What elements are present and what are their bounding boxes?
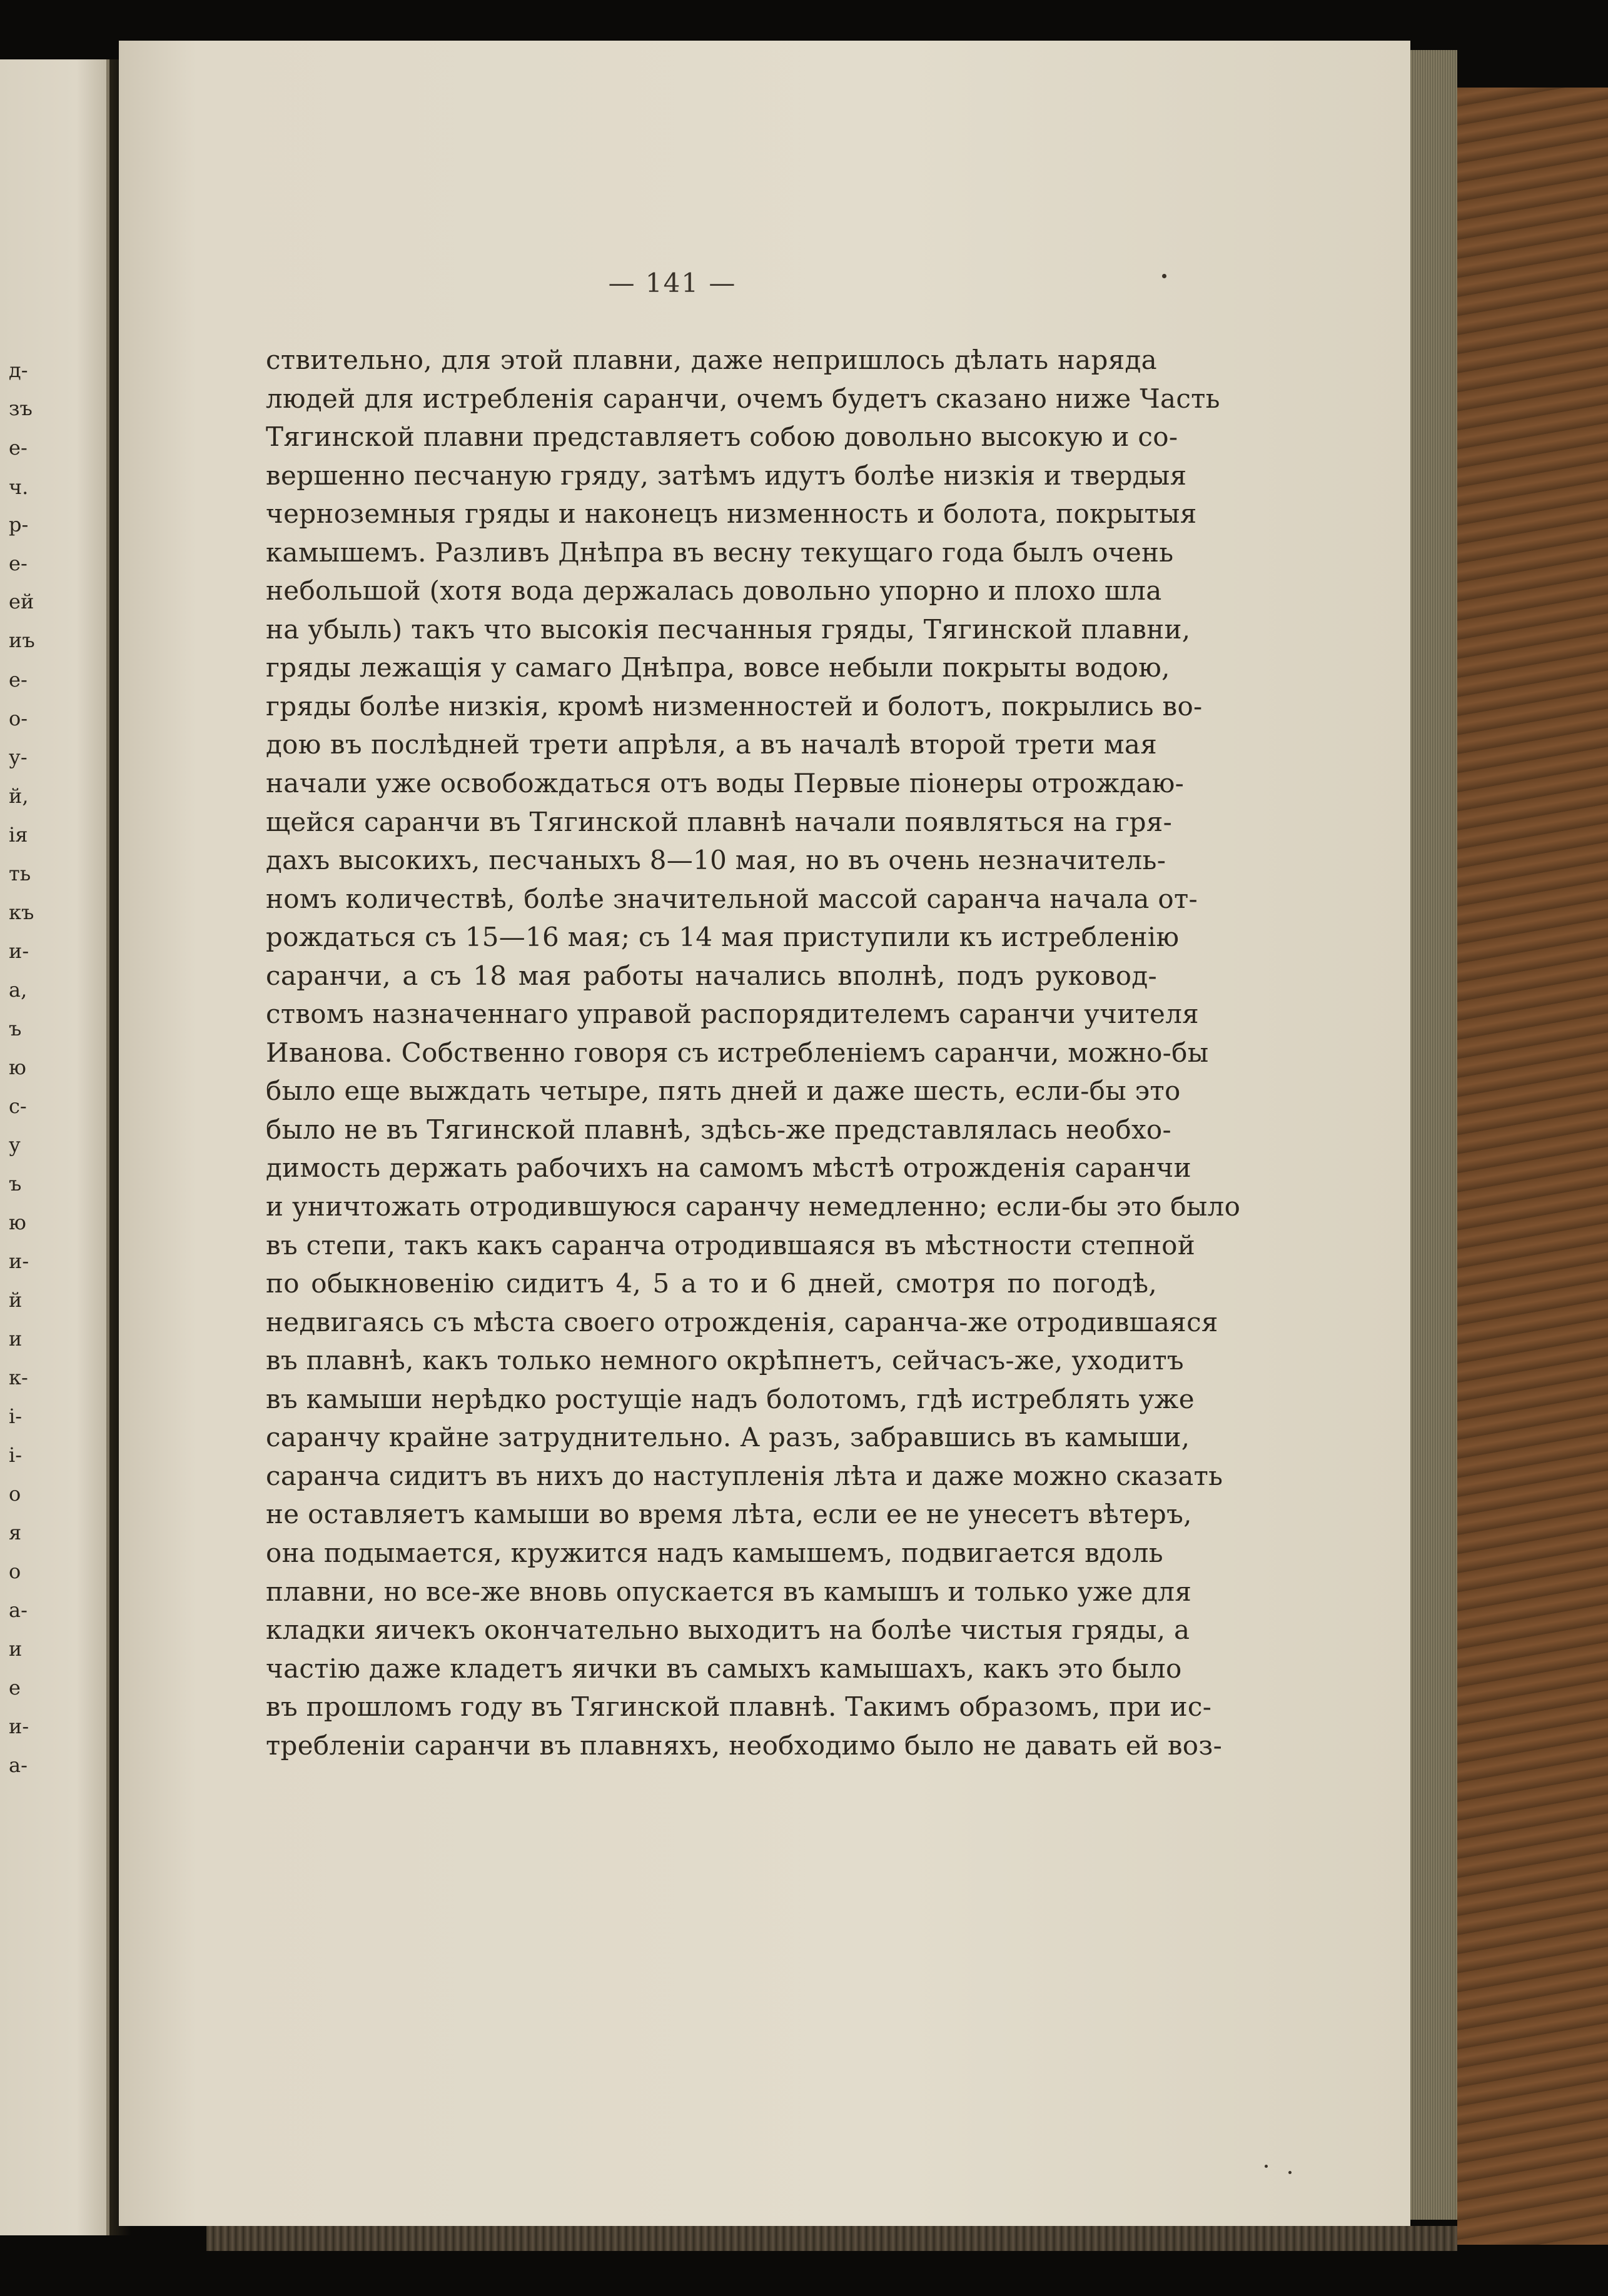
ink-speck [1265, 2165, 1268, 2168]
left-page-line-fragment: о [9, 1559, 21, 1583]
book-cover-edge [1457, 88, 1608, 2245]
left-page-line-fragment: і- [9, 1404, 23, 1428]
left-page-line-fragment: у- [9, 745, 28, 769]
left-page-line-fragment: ю [9, 1055, 26, 1079]
text-line: и уничтожать отродившуюся саранчу немедленно; если-бы это было [266, 1191, 1241, 1222]
left-page-line-fragment: а, [9, 978, 28, 1002]
left-page-line-fragment: у [9, 1133, 21, 1157]
text-line: вершенно песчаную гряду, затѣмъ идутъ болѣе низкія и твердыя [266, 460, 1187, 491]
text-line: не оставляетъ камыши во время лѣта, если ее не унесетъ вѣтеръ, [266, 1499, 1192, 1530]
left-page-line-fragment: о- [9, 707, 28, 730]
text-line: было не въ Тягинской плавнѣ, здѣсь-же представлялась необхо- [266, 1114, 1172, 1145]
text-line: въ камыши нерѣдко ростущіе надъ болотомъ, гдѣ истреблять уже [266, 1383, 1195, 1414]
ink-speck [1288, 2171, 1292, 2174]
text-line: щейся саранчи въ Тягинской плавнѣ начали появляться на гря- [266, 806, 1173, 837]
left-page-line-fragment: я [9, 1521, 22, 1544]
left-page-line-fragment: и [9, 1637, 23, 1661]
left-page-line-fragment: с- [9, 1094, 27, 1118]
left-page-line-fragment: о [9, 1482, 21, 1506]
left-page-line-fragment: къ [9, 900, 34, 924]
left-page-line-fragment: а- [9, 1598, 28, 1622]
text-line: въ плавнѣ, какъ только немного окрѣпнетъ, сейчасъ-же, уходитъ [266, 1345, 1184, 1376]
left-page-line-fragment: ія [9, 823, 28, 847]
text-line: дою въ послѣдней трети апрѣля, а въ началѣ второй трети мая [266, 729, 1157, 760]
ink-speck [1162, 274, 1166, 278]
text-line: саранча сидитъ въ нихъ до наступленія лѣта и даже можно сказать [266, 1460, 1223, 1491]
text-line: было еще выждать четыре, пять дней и даже шесть, если-бы это [266, 1075, 1181, 1107]
text-line: камышемъ. Разливъ Днѣпра въ весну текущаго года былъ очень [266, 536, 1174, 568]
text-line: ствомъ назначеннаго управой распорядителемъ саранчи учителя [266, 999, 1199, 1030]
left-page-line-fragment: ть [9, 862, 31, 885]
left-page [0, 59, 109, 2235]
page-block-edge [1410, 50, 1457, 2220]
text-line: номъ количествѣ, болѣе значительной массой саранча начала от- [266, 883, 1198, 914]
left-page-line-fragment: е- [9, 551, 28, 575]
left-page-line-fragment: зъ [9, 396, 33, 420]
text-line: димость держать рабочихъ на самомъ мѣстѣ отрожденія саранчи [266, 1152, 1191, 1184]
left-page-line-fragment: д- [9, 358, 28, 382]
left-page-line-fragment: к- [9, 1366, 28, 1389]
text-line: кладки яичекъ окончательно выходитъ на болѣе чистыя гряды, а [266, 1614, 1190, 1646]
text-line: людей для истребленія саранчи, очемъ будетъ сказано ниже Часть [266, 383, 1220, 414]
left-page-line-fragment: р- [9, 513, 29, 536]
text-line: саранчу крайне затруднительно. А разъ, забравшись въ камыши, [266, 1422, 1190, 1453]
text-line: по обыкновенію сидитъ 4, 5 а то и 6 дней, смотря по погодѣ, [266, 1268, 1157, 1299]
text-line: дахъ высокихъ, песчаныхъ 8—10 мая, но въ очень незначитель- [266, 845, 1166, 876]
left-page-line-fragment: иъ [9, 628, 35, 652]
text-line: рождаться съ 15—16 мая; съ 14 мая приступили къ истребленію [266, 922, 1180, 953]
text-line: частію даже кладетъ яички въ самыхъ камышахъ, какъ это было [266, 1653, 1182, 1684]
text-line: недвигаясь съ мѣста своего отрожденія, саранча-же отродившаяся [266, 1306, 1218, 1337]
left-page-line-fragment: е- [9, 436, 28, 460]
text-line: она подымается, кружится надъ камышемъ, подвигается вдоль [266, 1537, 1163, 1568]
left-page-line-fragment: і- [9, 1443, 23, 1467]
left-page-line-fragment: ей [9, 590, 34, 613]
left-page-line-fragment: ю [9, 1211, 26, 1234]
left-page-line-fragment: а- [9, 1753, 28, 1777]
left-page-line-fragment: и [9, 1327, 23, 1351]
left-page-line-fragment: й [9, 1288, 23, 1312]
text-line: саранчи, а съ 18 мая работы начались вполнѣ, подъ руковод- [266, 960, 1157, 991]
text-line: гряды лежащія у самаго Днѣпра, вовсе небыли покрыты водою, [266, 652, 1170, 683]
left-page-line-fragment: и- [9, 939, 29, 963]
text-line: ствительно, для этой плавни, даже непришлось дѣлать наряда [266, 345, 1157, 375]
text-line: плавни, но все-же вновь опускается въ камышъ и только уже для [266, 1576, 1192, 1607]
left-page-line-fragment: ъ [9, 1172, 22, 1196]
left-page-line-fragment: и- [9, 1249, 29, 1273]
left-page-line-fragment: е [9, 1676, 21, 1699]
text-line: Тягинской плавни представляетъ собою довольно высокую и со- [266, 421, 1178, 453]
left-page-line-fragment: ч. [9, 475, 29, 499]
text-line: начали уже освобождаться отъ воды Первые піонеры отрождаю- [266, 768, 1185, 799]
body-text [266, 341, 1241, 1765]
text-line: черноземныя гряды и наконецъ низменность и болота, покрытыя [266, 498, 1197, 530]
text-line: гряды болѣе низкія, кромѣ низменностей и болотъ, покрылись во- [266, 690, 1203, 722]
text-line: въ степи, такъ какъ саранча отродившаяся въ мѣстности степной [266, 1229, 1196, 1261]
left-page-line-fragment: й, [9, 784, 29, 808]
left-page-line-fragment: ъ [9, 1017, 22, 1040]
text-line: небольшой (хотя вода держалась довольно упорно и плохо шла [266, 575, 1162, 607]
book-bottom-edge [206, 2226, 1457, 2251]
text-line: въ прошломъ году въ Тягинской плавнѣ. Такимъ образомъ, при ис- [266, 1691, 1212, 1723]
left-page-line-fragment: е- [9, 668, 28, 692]
left-page-line-fragment: и- [9, 1714, 29, 1738]
text-line: требленіи саранчи въ плавняхъ, необходимо было не давать ей воз- [266, 1730, 1223, 1761]
text-line: на убыль) такъ что высокія песчанныя гряды, Тягинской плавни, [266, 613, 1191, 645]
page-number: — 141 — [608, 268, 737, 298]
text-line: Иванова. Собственно говоря съ истребленіемъ саранчи, можно-бы [266, 1037, 1209, 1068]
